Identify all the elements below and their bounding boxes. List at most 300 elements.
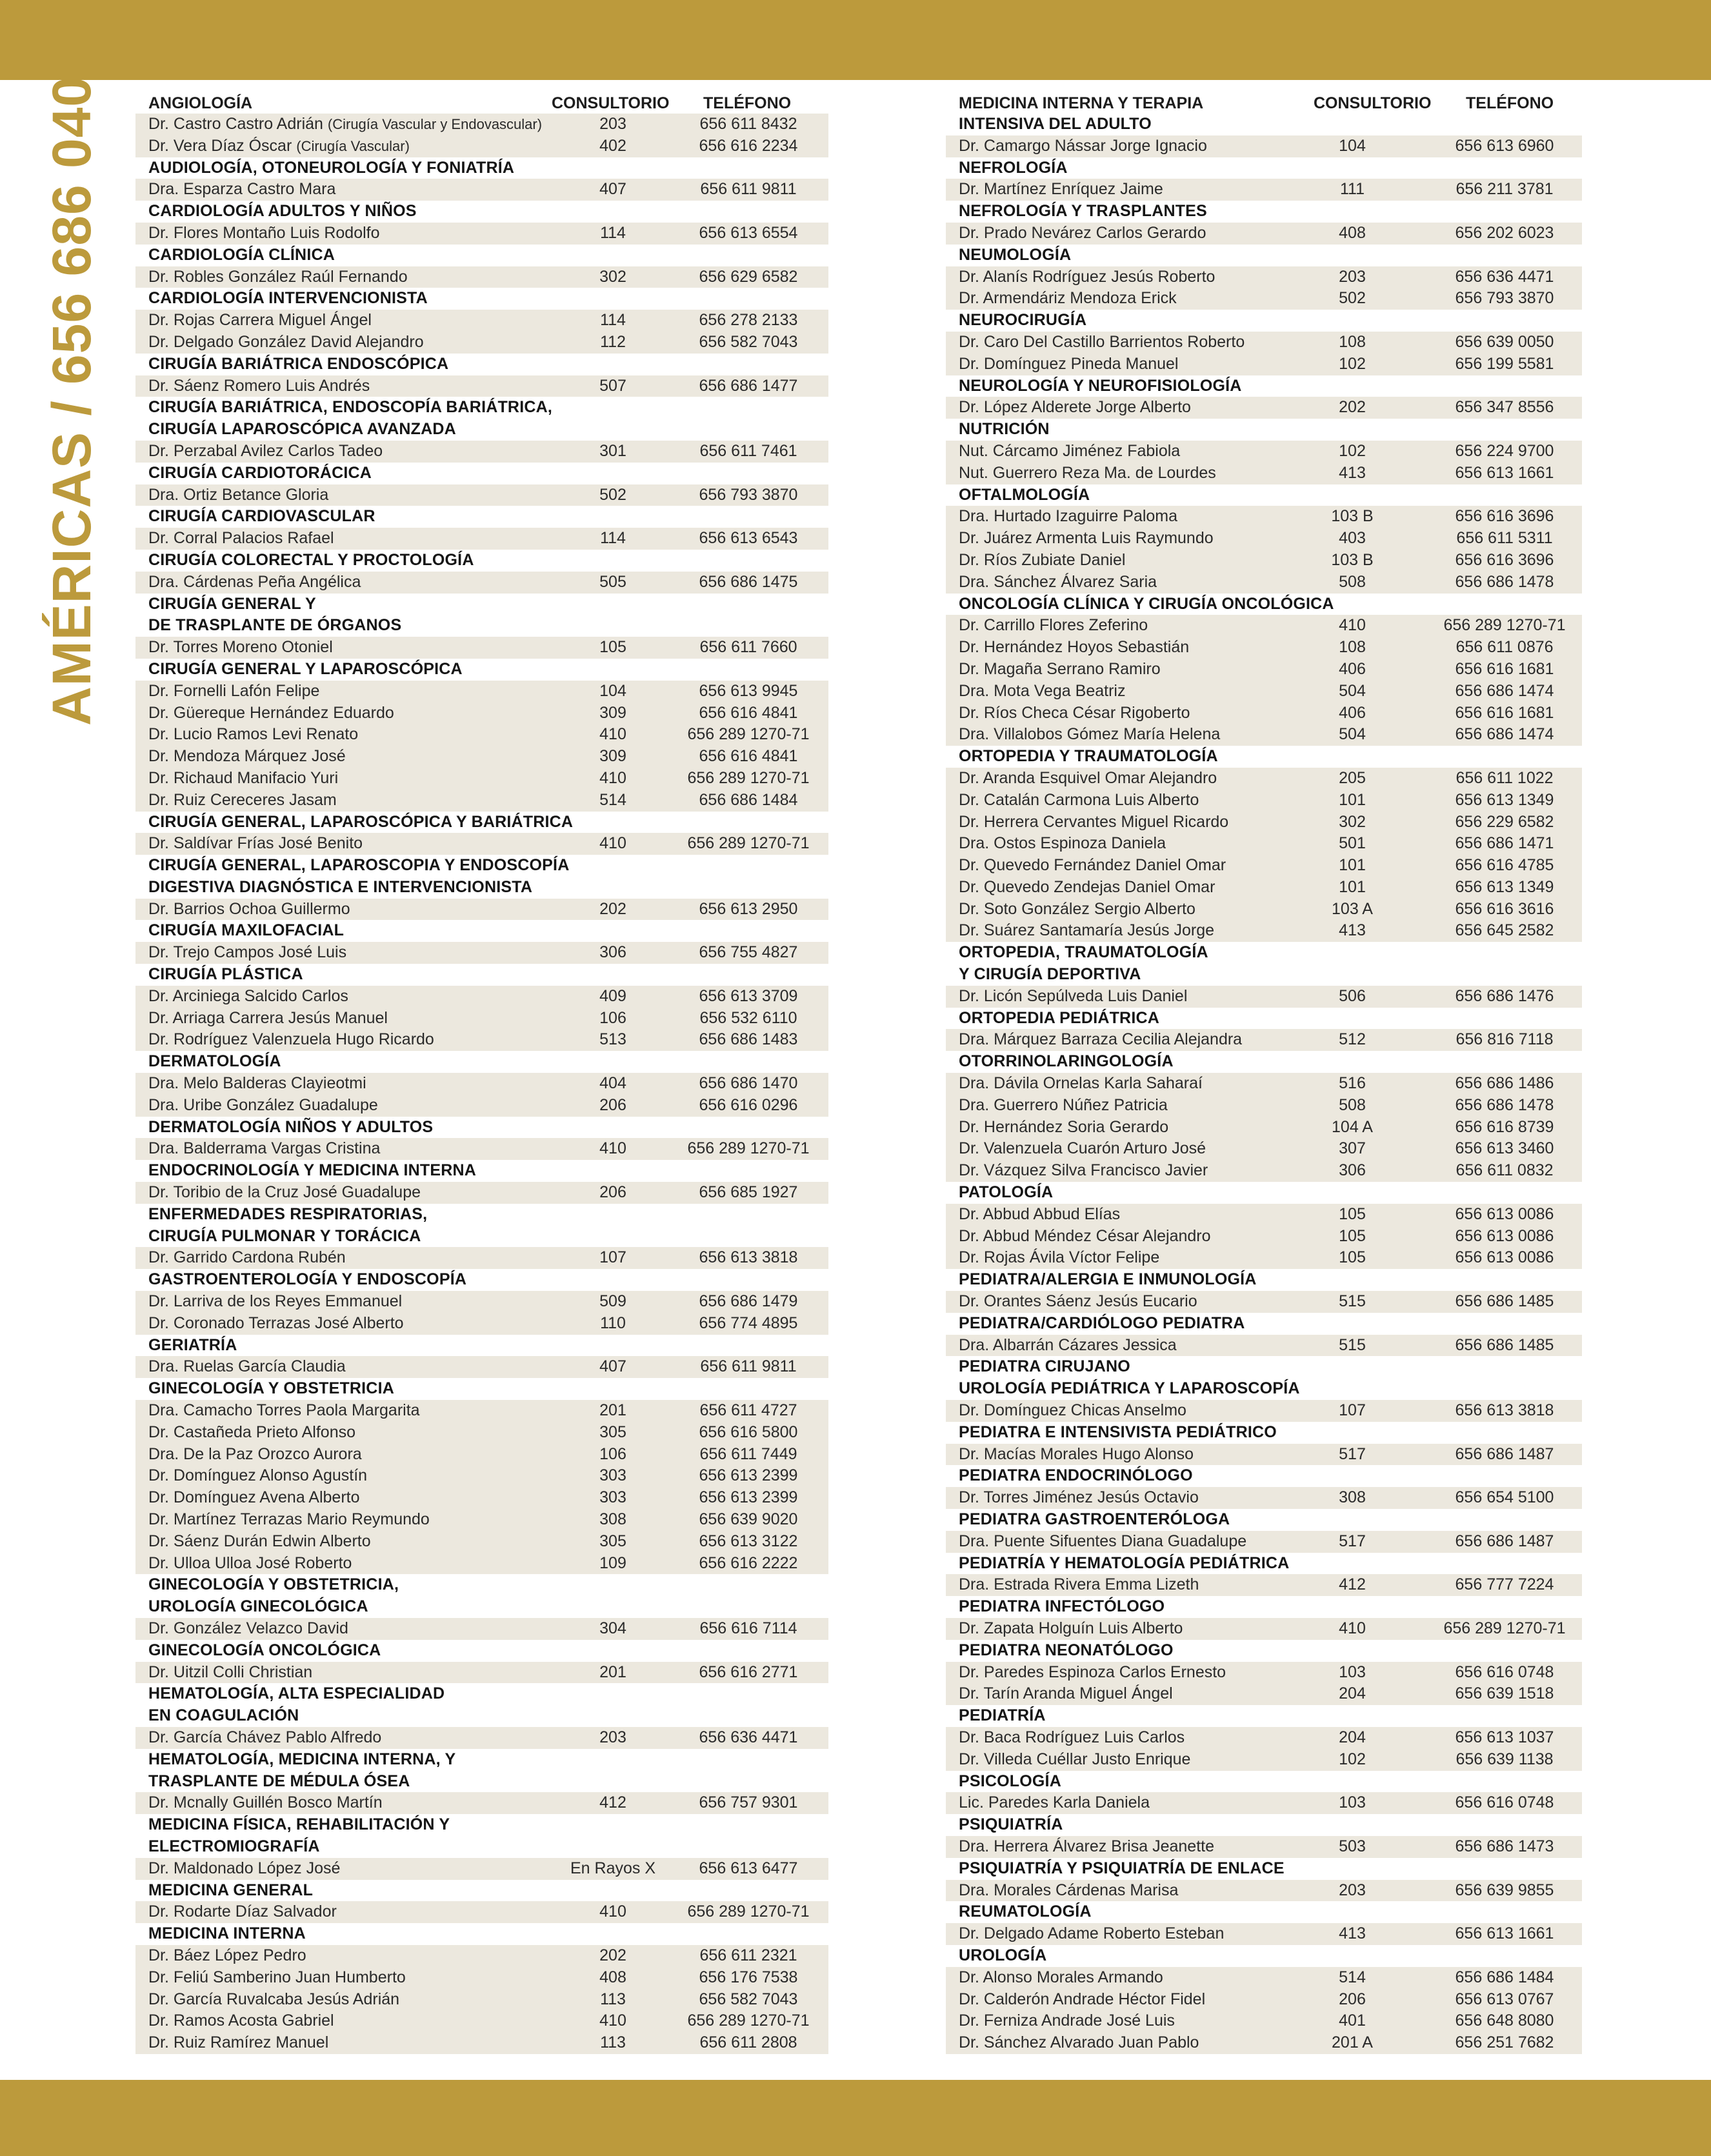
doctor-name	[148, 1792, 383, 1814]
doctor-name-text: Dra. Sánchez Álvarez Saria	[959, 572, 1157, 591]
phone-number: 656 611 7660	[699, 638, 797, 657]
office-number: 202	[599, 1946, 626, 1964]
doctor-row	[946, 223, 1582, 245]
doctor-name	[959, 812, 1228, 833]
doctor-name-text: Dr. Castañeda Prieto Alfonso	[148, 1422, 356, 1441]
phone-number: 656 613 9945	[699, 681, 798, 700]
doctor-row	[946, 681, 1582, 703]
office-number: 101	[1339, 790, 1366, 809]
doctor-name-text: Dr. Ramos Acosta Gabriel	[148, 2011, 334, 2030]
doctor-name-text: Dra. Ortiz Betance Gloria	[148, 485, 329, 504]
doctor-name	[959, 1444, 1194, 1466]
doctor-name	[148, 1945, 306, 1967]
doctor-name	[959, 1531, 1246, 1553]
office-number: 103 A	[1332, 899, 1373, 918]
doctor-name	[959, 659, 1161, 681]
phone-number: 656 613 0767	[1455, 1990, 1554, 2008]
doctor-name-text: Dr. Delgado Adame Roberto Esteban	[959, 1924, 1225, 1943]
doctor-row	[135, 1138, 828, 1160]
doctor-name-text: Dr. Rodarte Díaz Salvador	[148, 1902, 337, 1921]
doctor-name	[959, 441, 1180, 463]
office-number: 105	[1339, 1248, 1366, 1267]
doctor-row	[946, 1727, 1582, 1749]
phone-number: 656 582 7043	[699, 332, 798, 351]
phone-number: 656 616 0296	[699, 1095, 798, 1114]
office-number: 309	[599, 703, 626, 722]
office-number: 104	[599, 681, 626, 700]
doctor-name-text: Dra. Herrera Álvarez Brisa Jeanette	[959, 1837, 1214, 1855]
specialty-heading: UROLOGÍA PEDIÁTRICA Y LAPAROSCOPÍA	[959, 1379, 1300, 1398]
doctor-row	[946, 1618, 1582, 1640]
specialty-heading: HEMATOLOGÍA, ALTA ESPECIALIDAD	[148, 1684, 445, 1703]
office-number: 506	[1339, 986, 1366, 1005]
specialty-heading: CIRUGÍA GENERAL, LAPAROSCÓPICA Y BARIÁTRICA	[148, 812, 574, 831]
doctor-name	[959, 1989, 1205, 2011]
office-number: 512	[1339, 1030, 1366, 1049]
office-number: 402	[599, 136, 626, 155]
doctor-name	[148, 899, 350, 921]
doctor-name	[959, 1618, 1183, 1640]
office-number: 517	[1339, 1444, 1366, 1463]
phone-number: 656 686 1487	[1455, 1444, 1554, 1463]
phone-number: 656 611 7449	[699, 1444, 797, 1463]
doctor-row	[946, 1204, 1582, 1226]
specialty-heading: GASTROENTEROLOGÍA Y ENDOSCOPÍA	[148, 1270, 467, 1289]
doctor-name	[959, 899, 1196, 921]
phone-number: 656 613 0086	[1455, 1204, 1554, 1223]
doctor-name-text: Dr. Magaña Serrano Ramiro	[959, 659, 1161, 678]
doctor-name-text: Dr. Sáenz Durán Edwin Alberto	[148, 1532, 371, 1550]
doctor-row	[946, 855, 1582, 877]
doctor-name-text: Dra. Villalobos Gómez María Helena	[959, 725, 1221, 744]
office-number: 410	[1339, 1619, 1366, 1637]
doctor-name	[959, 1967, 1163, 1989]
doctor-row	[135, 179, 828, 201]
doctor-row	[135, 1291, 828, 1313]
doctor-row	[135, 1182, 828, 1204]
doctor-name-text: Dr. Mcnally Guillén Bosco Martín	[148, 1793, 383, 1812]
phone-number: 656 611 7461	[699, 441, 797, 460]
office-number: 508	[1339, 1095, 1366, 1114]
doctor-name	[148, 572, 361, 594]
doctor-row	[946, 1749, 1582, 1771]
doctor-name-text: Dr. Sánchez Alvarado Juan Pablo	[959, 2033, 1199, 2052]
doctor-name-text: Dr. Soto González Sergio Alberto	[959, 899, 1196, 918]
phone-number: 656 648 8080	[1455, 2011, 1554, 2030]
doctor-name-text: Dra. Melo Balderas Clayieotmi	[148, 1074, 366, 1093]
office-number: 516	[1339, 1074, 1366, 1093]
phone-number: 656 613 2399	[699, 1466, 798, 1485]
doctor-name	[959, 986, 1187, 1008]
office-number: 201	[599, 1662, 626, 1681]
doctor-name	[148, 1901, 337, 1923]
phone-number: 656 176 7538	[699, 1968, 798, 1986]
doctor-name-text: Dr. Hernández Soria Gerardo	[959, 1117, 1169, 1136]
office-number: 501	[1339, 834, 1366, 853]
doctor-name-text: Dr. Vera Díaz Óscar	[148, 136, 292, 155]
phone-number: 656 613 0086	[1455, 1248, 1554, 1267]
phone-number: 656 613 6960	[1455, 136, 1554, 155]
specialty-heading: PATOLOGÍA	[959, 1183, 1054, 1202]
doctor-name-text: Dr. Garrido Cardona Rubén	[148, 1248, 346, 1267]
doctor-row	[946, 1247, 1582, 1269]
office-number: 406	[1339, 703, 1366, 722]
doctor-name	[148, 1356, 346, 1378]
specialty-heading: CIRUGÍA GENERAL Y LAPAROSCÓPICA	[148, 659, 463, 678]
doctor-name	[148, 441, 383, 463]
specialty-heading: NEUROCIRUGÍA	[959, 311, 1087, 330]
doctor-row	[946, 1923, 1582, 1945]
doctor-name-text: Dr. Güereque Hernández Eduardo	[148, 703, 394, 722]
doctor-name	[148, 1138, 380, 1160]
doctor-name	[148, 1618, 348, 1640]
doctor-name-text: Dr. Abbud Abbud Elías	[959, 1204, 1121, 1223]
specialty-heading: CIRUGÍA LAPAROSCÓPICA AVANZADA	[148, 420, 456, 439]
office-number: En Rayos X	[570, 1859, 655, 1877]
phone-number: 656 616 8739	[1455, 1117, 1554, 1136]
doctor-row	[135, 310, 828, 332]
office-number: 113	[600, 1990, 626, 2008]
doctor-name	[959, 1727, 1185, 1749]
specialty-heading: CIRUGÍA CARDIOVASCULAR	[148, 507, 375, 526]
doctor-name-text: Dr. Sáenz Romero Luis Andrés	[148, 376, 370, 395]
phone-number: 656 636 4471	[1455, 267, 1554, 286]
specialty-heading: PEDIATRA ENDOCRINÓLOGO	[959, 1466, 1193, 1485]
doctor-name-text: Dr. Flores Montaño Luis Rodolfo	[148, 223, 380, 242]
phone-number: 656 686 1477	[699, 376, 798, 395]
phone-number: 656 289 1270-71	[1443, 616, 1566, 635]
doctor-name	[959, 266, 1215, 288]
doctor-row	[946, 1291, 1582, 1313]
doctor-name-text: Dr. Paredes Espinoza Carlos Ernesto	[959, 1662, 1226, 1681]
specialty-heading: REUMATOLOGÍA	[959, 1902, 1092, 1921]
office-number: 102	[1339, 354, 1366, 373]
doctor-name-text: Dra. Ruelas García Claudia	[148, 1357, 346, 1376]
doctor-row	[946, 1138, 1582, 1160]
specialty-heading: NUTRICIÓN	[959, 420, 1050, 439]
doctor-name	[959, 1117, 1168, 1139]
phone-number: 656 686 1470	[699, 1074, 798, 1093]
phone-number: 656 611 2808	[699, 2033, 797, 2052]
doctor-name-text: Dra. Cárdenas Peña Angélica	[148, 572, 361, 591]
doctor-name-text: Dr. Arciniega Salcido Carlos	[148, 986, 348, 1005]
phone-number: 656 686 1474	[1455, 725, 1554, 744]
phone-number: 656 686 1485	[1455, 1335, 1554, 1354]
doctor-row	[946, 833, 1582, 855]
doctor-name	[959, 550, 1125, 572]
doctor-name-text: Dr. Torres Moreno Otoniel	[148, 638, 333, 657]
doctor-name	[148, 223, 380, 245]
specialty-heading: CIRUGÍA MAXILOFACIAL	[148, 921, 345, 940]
specialty-heading: CIRUGÍA PULMONAR Y TORÁCICA	[148, 1226, 421, 1245]
doctor-name	[959, 615, 1148, 637]
specialty-heading: DERMATOLOGÍA NIÑOS Y ADULTOS	[148, 1117, 434, 1136]
phone-number: 656 777 7224	[1455, 1575, 1554, 1594]
phone-number: 656 613 3709	[699, 986, 798, 1005]
doctor-name-text: Dra. Márquez Barraza Cecilia Alejandra	[959, 1030, 1243, 1049]
office-number: 206	[599, 1183, 626, 1202]
doctor-name	[148, 1989, 399, 2011]
specialty-heading: PSICOLOGÍA	[959, 1772, 1061, 1790]
specialty-heading: GINECOLOGÍA ONCOLÓGICA	[148, 1641, 381, 1659]
office-number: 105	[1339, 1204, 1366, 1223]
doctor-name	[148, 1095, 378, 1117]
doctor-row	[135, 1989, 828, 2011]
doctor-row	[135, 1792, 828, 1814]
doctor-row	[135, 703, 828, 724]
specialty-heading: MEDICINA FÍSICA, REHABILITACIÓN Y	[148, 1815, 450, 1834]
office-number: 203	[599, 115, 626, 133]
phone-number: 656 613 6477	[699, 1859, 798, 1877]
doctor-name	[959, 833, 1166, 855]
office-number: 103 B	[1331, 507, 1374, 526]
doctor-name	[959, 703, 1190, 724]
office-number: 101	[1339, 877, 1366, 896]
office-number: 507	[599, 376, 626, 395]
doctor-row	[946, 2032, 1582, 2054]
doctor-name	[959, 1923, 1224, 1945]
phone-number: 656 613 0086	[1455, 1226, 1554, 1245]
doctor-name	[148, 1400, 420, 1422]
doctor-row	[946, 266, 1582, 288]
doctor-row	[135, 1553, 828, 1575]
doctor-row	[946, 637, 1582, 659]
doctor-row	[946, 615, 1582, 637]
doctor-name	[959, 179, 1163, 201]
phone-number: 656 686 1476	[1455, 986, 1554, 1005]
doctor-name	[959, 572, 1157, 594]
doctor-row	[135, 2032, 828, 2054]
phone-number: 656 616 2234	[699, 136, 798, 155]
doctor-row	[946, 397, 1582, 419]
doctor-row	[946, 703, 1582, 724]
office-number: 107	[1339, 1401, 1366, 1420]
office-number: 413	[1339, 463, 1366, 482]
doctor-row	[946, 1487, 1582, 1509]
doctor-name-text: Dr. Rojas Ávila Víctor Felipe	[959, 1248, 1160, 1267]
specialty-heading: PEDIATRA/ALERGIA E INMUNOLOGÍA	[959, 1270, 1257, 1289]
specialty-heading: ENFERMEDADES RESPIRATORIAS,	[148, 1204, 428, 1223]
doctor-name-text: Dr. Hernández Hoyos Sebastián	[959, 638, 1190, 657]
office-number: 204	[1339, 1684, 1366, 1703]
doctor-name	[959, 1400, 1186, 1422]
office-number: 303	[599, 1466, 626, 1485]
doctor-name	[959, 877, 1215, 899]
phone-number: 656 793 3870	[699, 485, 798, 504]
phone-number: 656 686 1487	[1455, 1532, 1554, 1550]
doctor-name-text: Dra. Morales Cárdenas Marisa	[959, 1881, 1179, 1899]
phone-number: 656 645 2582	[1455, 921, 1554, 940]
phone-number: 656 613 3460	[1455, 1139, 1554, 1158]
doctor-row	[946, 1574, 1582, 1596]
phone-number: 656 629 6582	[699, 267, 798, 286]
doctor-name	[148, 1313, 404, 1335]
phone-number: 656 613 6554	[699, 223, 798, 242]
office-number: 307	[1339, 1139, 1366, 1158]
doctor-name-text: Dra. De la Paz Orozco Aurora	[148, 1444, 362, 1463]
phone-number: 656 616 2771	[699, 1662, 798, 1681]
doctor-name-text: Dr. Richaud Manifacio Yuri	[148, 768, 339, 787]
specialty-heading: GERIATRÍA	[148, 1335, 237, 1354]
phone-number: 656 816 7118	[1456, 1030, 1554, 1049]
doctor-row	[946, 877, 1582, 899]
doctor-name-text: Dr. Uitzil Colli Christian	[148, 1662, 313, 1681]
phone-number: 656 613 1661	[1455, 463, 1554, 482]
specialty-heading: OTORRINOLARINGOLOGÍA	[959, 1052, 1174, 1071]
doctor-name	[148, 1182, 421, 1204]
doctor-row	[946, 1226, 1582, 1248]
office-number: 201	[599, 1401, 626, 1420]
doctor-row	[946, 1967, 1582, 1989]
doctor-row	[946, 986, 1582, 1008]
right-header-consultorio: CONSULTORIO	[1314, 94, 1432, 112]
specialty-heading: CIRUGÍA COLORECTAL Y PROCTOLOGÍA	[148, 550, 474, 569]
doctor-name-text: Dra. Hurtado Izaguirre Paloma	[959, 507, 1178, 526]
doctor-name	[148, 1967, 406, 1989]
doctor-row	[946, 1836, 1582, 1858]
office-number: 108	[1339, 638, 1366, 657]
left-header-category: ANGIOLOGÍA	[148, 94, 253, 112]
doctor-row	[946, 1029, 1582, 1051]
doctor-name-text: Dra. Guerrero Núñez Patricia	[959, 1095, 1168, 1114]
doctor-name	[148, 790, 337, 812]
specialty-heading: CARDIOLOGÍA CLÍNICA	[148, 245, 335, 264]
specialty-heading: MEDICINA GENERAL	[148, 1881, 314, 1899]
doctor-name-text: Dr. Larriva de los Reyes Emmanuel	[148, 1292, 403, 1311]
phone-number: 656 686 1475	[699, 572, 798, 591]
doctor-name	[959, 463, 1216, 484]
office-number: 505	[599, 572, 626, 591]
office-number: 205	[1339, 768, 1366, 787]
office-number: 509	[599, 1292, 626, 1311]
office-number: 302	[1339, 812, 1366, 831]
doctor-row	[135, 441, 828, 463]
doctor-row	[946, 463, 1582, 484]
office-number: 407	[599, 1357, 626, 1376]
doctor-row	[135, 1858, 828, 1880]
office-number: 410	[599, 1902, 626, 1921]
doctor-row	[946, 1792, 1582, 1814]
specialty-heading: CIRUGÍA CARDIOTORÁCICA	[148, 463, 372, 482]
doctor-name	[959, 135, 1207, 157]
office-number: 103 B	[1331, 550, 1374, 569]
phone-number: 656 289 1270-71	[687, 1902, 810, 1921]
doctor-row	[135, 1029, 828, 1051]
doctor-name-text: Dr. Mendoza Márquez José	[148, 747, 346, 766]
office-number: 515	[1339, 1335, 1366, 1354]
office-number: 309	[599, 747, 626, 766]
doctor-row	[946, 135, 1582, 157]
doctor-name	[148, 135, 410, 157]
office-number: 102	[1339, 1750, 1366, 1768]
doctor-name	[148, 310, 372, 332]
phone-number: 656 686 1479	[699, 1292, 798, 1311]
specialty-heading: CIRUGÍA GENERAL, LAPAROSCOPIA Y ENDOSCOPÍA	[148, 856, 570, 875]
doctor-row	[946, 899, 1582, 921]
phone-number: 656 616 0748	[1455, 1793, 1554, 1812]
doctor-name-text: Dr. Lucio Ramos Levi Renato	[148, 725, 359, 744]
doctor-row	[135, 572, 828, 594]
phone-number: 656 251 7682	[1455, 2033, 1554, 2052]
right-column-header	[946, 92, 1582, 114]
phone-number: 656 289 1270-71	[687, 834, 810, 853]
office-number: 305	[599, 1532, 626, 1550]
doctor-row	[946, 1683, 1582, 1705]
specialty-heading: UROLOGÍA	[959, 1946, 1047, 1964]
specialty-heading: CIRUGÍA BARIÁTRICA ENDOSCÓPICA	[148, 354, 449, 373]
doctor-name	[148, 1073, 366, 1095]
office-number: 110	[600, 1313, 626, 1332]
office-number: 410	[599, 725, 626, 744]
phone-number: 656 639 1518	[1455, 1684, 1554, 1703]
doctor-row	[946, 288, 1582, 310]
office-number: 203	[599, 1728, 626, 1746]
phone-number: 656 611 4727	[699, 1401, 797, 1420]
doctor-name	[959, 1247, 1159, 1269]
office-number: 306	[1339, 1161, 1366, 1180]
doctor-name-text: Dr. Delgado González David Alejandro	[148, 332, 424, 351]
doctor-name-text: Dr. Macías Morales Hugo Alonso	[959, 1444, 1194, 1463]
office-number: 201 A	[1332, 2033, 1373, 2052]
office-number: 404	[599, 1074, 626, 1093]
doctor-name-text: Dr. Robles González Raúl Fernando	[148, 267, 408, 286]
doctor-name	[959, 790, 1199, 812]
specialty-heading: GINECOLOGÍA Y OBSTETRICIA,	[148, 1575, 399, 1594]
doctor-name-text: Dr. Alanís Rodríguez Jesús Roberto	[959, 267, 1216, 286]
specialty-heading: NEFROLOGÍA	[959, 158, 1068, 177]
doctor-name-text: Dra. Puente Sifuentes Diana Guadalupe	[959, 1532, 1247, 1550]
doctor-name	[148, 986, 348, 1008]
doctor-name-text: Dr. Corral Palacios Rafael	[148, 529, 334, 548]
office-number: 206	[1339, 1990, 1366, 2008]
doctor-name	[959, 1095, 1168, 1117]
doctor-row	[946, 179, 1582, 201]
phone-number: 656 636 4471	[699, 1728, 798, 1746]
office-number: 202	[1339, 398, 1366, 417]
office-number: 109	[599, 1553, 626, 1572]
phone-number: 656 686 1483	[699, 1030, 798, 1049]
specialty-heading: PEDIATRÍA Y HEMATOLOGÍA PEDIÁTRICA	[959, 1553, 1290, 1572]
office-number: 106	[599, 1444, 626, 1463]
doctor-row	[135, 1095, 828, 1117]
phone-number: 656 613 2399	[699, 1488, 798, 1507]
doctor-name-text: Dr. Saldívar Frías José Benito	[148, 834, 363, 853]
doctor-row	[946, 1073, 1582, 1095]
doctor-name	[959, 1792, 1150, 1814]
phone-number: 656 616 4841	[699, 703, 798, 722]
doctor-name	[148, 179, 335, 201]
doctor-row	[135, 1945, 828, 1967]
phone-number: 656 613 1349	[1455, 877, 1554, 896]
doctor-row	[135, 1008, 828, 1030]
doctor-name-text: Dr. Orantes Sáenz Jesús Eucario	[959, 1292, 1197, 1311]
office-number: 504	[1339, 681, 1366, 700]
doctor-name	[959, 1487, 1199, 1509]
right-column	[946, 92, 1582, 2054]
doctor-row	[135, 724, 828, 746]
phone-number: 656 686 1473	[1455, 1837, 1554, 1855]
doctor-name-text: Dr. Ulloa Ulloa José Roberto	[148, 1553, 352, 1572]
doctor-name	[148, 266, 408, 288]
doctor-name-text: Dr. Villeda Cuéllar Justo Enrique	[959, 1750, 1191, 1768]
doctor-name	[959, 528, 1214, 550]
doctor-name-text: Dra. Ostos Espinoza Daniela	[959, 834, 1166, 853]
specialty-heading: ORTOPEDIA PEDIÁTRICA	[959, 1008, 1159, 1027]
specialty-heading: CARDIOLOGÍA INTERVENCIONISTA	[148, 289, 428, 308]
phone-number: 656 757 9301	[699, 1793, 798, 1812]
doctor-name-text: Dr. Báez López Pedro	[148, 1946, 306, 1964]
doctor-name	[959, 1749, 1190, 1771]
